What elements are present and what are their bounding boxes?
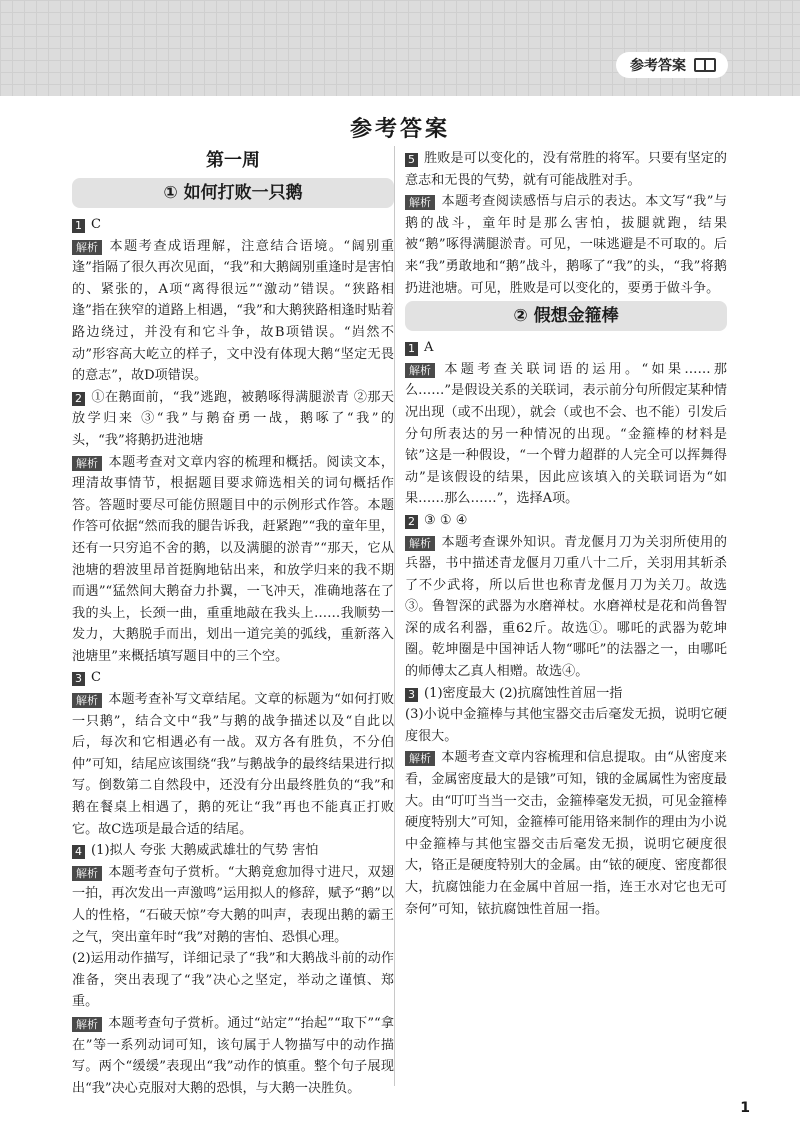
column-divider <box>394 146 395 1086</box>
analysis-item <box>72 236 394 387</box>
left-column <box>72 146 394 1099</box>
answer-tag <box>616 52 728 78</box>
analysis-label: 解析 <box>72 456 102 471</box>
answer-item <box>72 667 394 689</box>
question-number: 4 <box>72 845 85 859</box>
week-heading: 第一周 <box>206 150 260 171</box>
analysis-label: 解析 <box>405 751 435 766</box>
analysis-text: 本题考查句子赏析。“大鹅竟愈加得寸进尺，双翅一拍，再次发出一声激鸣”运用拟人的修辞，赋予“鹅”以人的性格，“石破天惊”夸大鹅的叫声，表现出鹅的霸王之气，突出童年时“我”对鹅的害怕、恐惧心理。 <box>72 864 394 945</box>
answer-text: C <box>91 217 102 232</box>
answer-item <box>405 704 727 747</box>
question-number: 3 <box>405 688 418 702</box>
analysis-label: 解析 <box>405 363 435 378</box>
analysis-item <box>72 452 394 668</box>
answer-text: (1)密度最大 (2)抗腐蚀性首屈一指 <box>424 685 623 701</box>
answer-item <box>405 683 727 705</box>
analysis-text: 本题考查关联词语的运用。“如果……那么……”是假设关系的关联词，表示前分句所假定某种情况出现（或不出现），就会（或也不会、也不能）引发后分句所表达的另一种情况的出现。“金箍棒的材料是铱”这是一种假设，“一个臂力超群的人完全可以挥舞得动”是该假设的结果，因此应该填入的关联词语为“如果……那么……”，选择A项。 <box>405 361 727 507</box>
answer-text: (3)小说中金箍棒与其他宝器交击后毫发无损，说明它硬度很大。 <box>405 707 727 744</box>
right-column <box>405 148 727 920</box>
answer-item <box>72 948 394 1013</box>
analysis-item <box>405 359 727 510</box>
question-number: 2 <box>405 515 418 529</box>
analysis-label: 解析 <box>72 240 102 255</box>
analysis-label: 解析 <box>405 536 435 551</box>
analysis-label: 解析 <box>405 195 435 210</box>
analysis-label: 解析 <box>72 693 102 708</box>
analysis-item <box>72 689 394 840</box>
answer-item <box>405 510 727 532</box>
analysis-text: 本题考查对文章内容的梳理和概括。阅读文本，理清故事情节，根据题目要求筛选相关的词句概括作答。答题时要尽可能仿照题目中的示例形式作答。本题作答可依据“然而我的腿告诉我，赶紧跑”“我的童年里，还有一只穷追不舍的鹅，以及满腿的淤青”“那天，它从池塘的碧波里昂首挺胸地钻出来，和放学归来的我不期而遇”“猛然间大鹅奋力扑翼，一飞冲天，准确地落在了我的头上，长颈一曲，重重地敲在我头上……我顺势一发力，大鹅脱手而出，划出一道完美的弧线，重新落入池塘里”来概括填写题目中的三个空。 <box>72 454 394 664</box>
analysis-label: 解析 <box>72 1017 102 1032</box>
answer-text: A <box>424 340 434 356</box>
analysis-text: 本题考查课外知识。青龙偃月刀为关羽所使用的兵器，书中描述青龙偃月刀重八十二斤，关羽用其斩杀了不少武将，所以后世也称青龙偃月刀为关刀。故选③。鲁智深的武器为水磨禅杖。水磨禅杖是花和尚鲁智深的成名利器，重62斤。故选①。哪吒的武器为乾坤圈。乾坤圈是中国神话人物“哪吒”的法器之一，由哪吒的师傅太乙真人相赠。故选④。 <box>405 534 727 680</box>
analysis-text: 本题考查成语理解，注意结合语境。“阔别重逢”指隔了很久再次见面，“我”和大鹅阔别重逢时是害怕的、紧张的，A项“离得很远”“激动”错误。“狭路相逢”指在狭窄的道路上相遇，“我”和大鹅狭路相逢时贴着路边绕过，并没有和它斗争，故B项错误。“岿然不动”形容高大屹立的样子，文中没有体现大鹅“坚定无畏的意志”，故D项错误。 <box>72 238 394 384</box>
book-icon <box>694 58 716 72</box>
analysis-text: 本题考查句子赏析。通过“站定”“抬起”“取下”“拿在”等一系列动词可知，该句属于人物描写中的动作描写。两个“缓缓”表现出“我”动作的慎重。整个句子展现出“我”决心克服对大鹅的恐惧，与大鹅一决胜负。 <box>72 1015 394 1096</box>
answer-tag-label: 参考答案 <box>630 58 686 74</box>
analysis-text: 本题考查补写文章结尾。文章的标题为“如何打败一只鹅”，结合文中“我”与鹅的战争描述以及“自此以后，每次和它相遇必有一战。双方各有胜负，不分伯仲”可知，结尾应该围绕“我”与鹅战争的最终结果进行拟写。倒数第二自然段中，还没有分出最终胜负的“我”和鹅在餐桌上相遇了，鹅的死让“我”再也不能真正打败它。故C选项是最合适的结尾。 <box>72 692 394 837</box>
analysis-text: 本题考查阅读感悟与启示的表达。本文写“我”与鹅的战斗，童年时是那么害怕，拔腿就跑，结果被“鹅”啄得满腿淤青。可见，一味逃避是不可取的。后来“我”勇敢地和“鹅”战斗，鹅啄了“我”的头，“我”将鹅扔进池塘。可见，胜败是可以变化的，要勇于做斗争。 <box>405 194 727 296</box>
question-number: 1 <box>405 342 418 356</box>
question-number: 1 <box>72 219 85 233</box>
answer-text: (2)运用动作描写，详细记录了“我”和大鹅战斗前的动作准备，突出表现了“我”决心之坚定，举动之谨慎、郑重。 <box>72 951 394 1010</box>
analysis-text: 本题考查文章内容梳理和信息提取。由“从密度来看，金属密度最大的是锇”可知，锇的金属属性为密度最大。由“叮叮当当一交击，金箍棒毫发无损，可见金箍棒硬度特别大”可知，金箍棒可能用铬来制作的理由为小说中金箍棒与其他宝器交击后毫发无损，说明它硬度很大，铬正是硬度特别大的金属。由“铱的硬度、密度都很大，抗腐蚀能力在金属中首屈一指，连王水对它也无可奈何”可知，铱抗腐蚀性首屈一指。 <box>405 750 727 917</box>
answer-text: C <box>91 670 102 686</box>
question-number: 2 <box>72 392 85 406</box>
analysis-item <box>405 191 727 299</box>
analysis-label: 解析 <box>72 866 102 881</box>
analysis-item <box>405 747 727 920</box>
analysis-item <box>72 1013 394 1099</box>
analysis-item <box>405 532 727 683</box>
question-number: 5 <box>405 153 418 167</box>
answer-item <box>405 148 727 191</box>
answer-text: ③ ① ④ <box>424 512 468 528</box>
answer-text: (1)拟人 夸张 大鹅威武雄壮的气势 害怕 <box>91 843 319 859</box>
answer-item <box>405 337 727 359</box>
answer-item <box>72 840 394 862</box>
answer-text: 胜败是可以变化的，没有常胜的将军。只要有坚定的意志和无畏的气势，就有可能战胜对手。 <box>405 151 727 188</box>
section-heading-1: ① 如何打败一只鹅 <box>72 178 394 208</box>
page-title: 参考答案 <box>349 117 450 142</box>
section-heading-2: ② 假想金箍棒 <box>405 301 727 331</box>
page-number: 1 <box>740 1100 750 1116</box>
question-number: 3 <box>72 672 85 686</box>
header-band <box>0 0 800 96</box>
answer-item <box>72 387 394 452</box>
analysis-item <box>72 862 394 948</box>
answer-item <box>72 214 394 236</box>
answer-text: ①在鹅面前，“我”逃跑，被鹅啄得满腿淤青 ②那天放学归来 ③“我”与鹅奋勇一战，鹅啄了“我”的头，“我”将鹅扔进池塘 <box>72 389 394 448</box>
